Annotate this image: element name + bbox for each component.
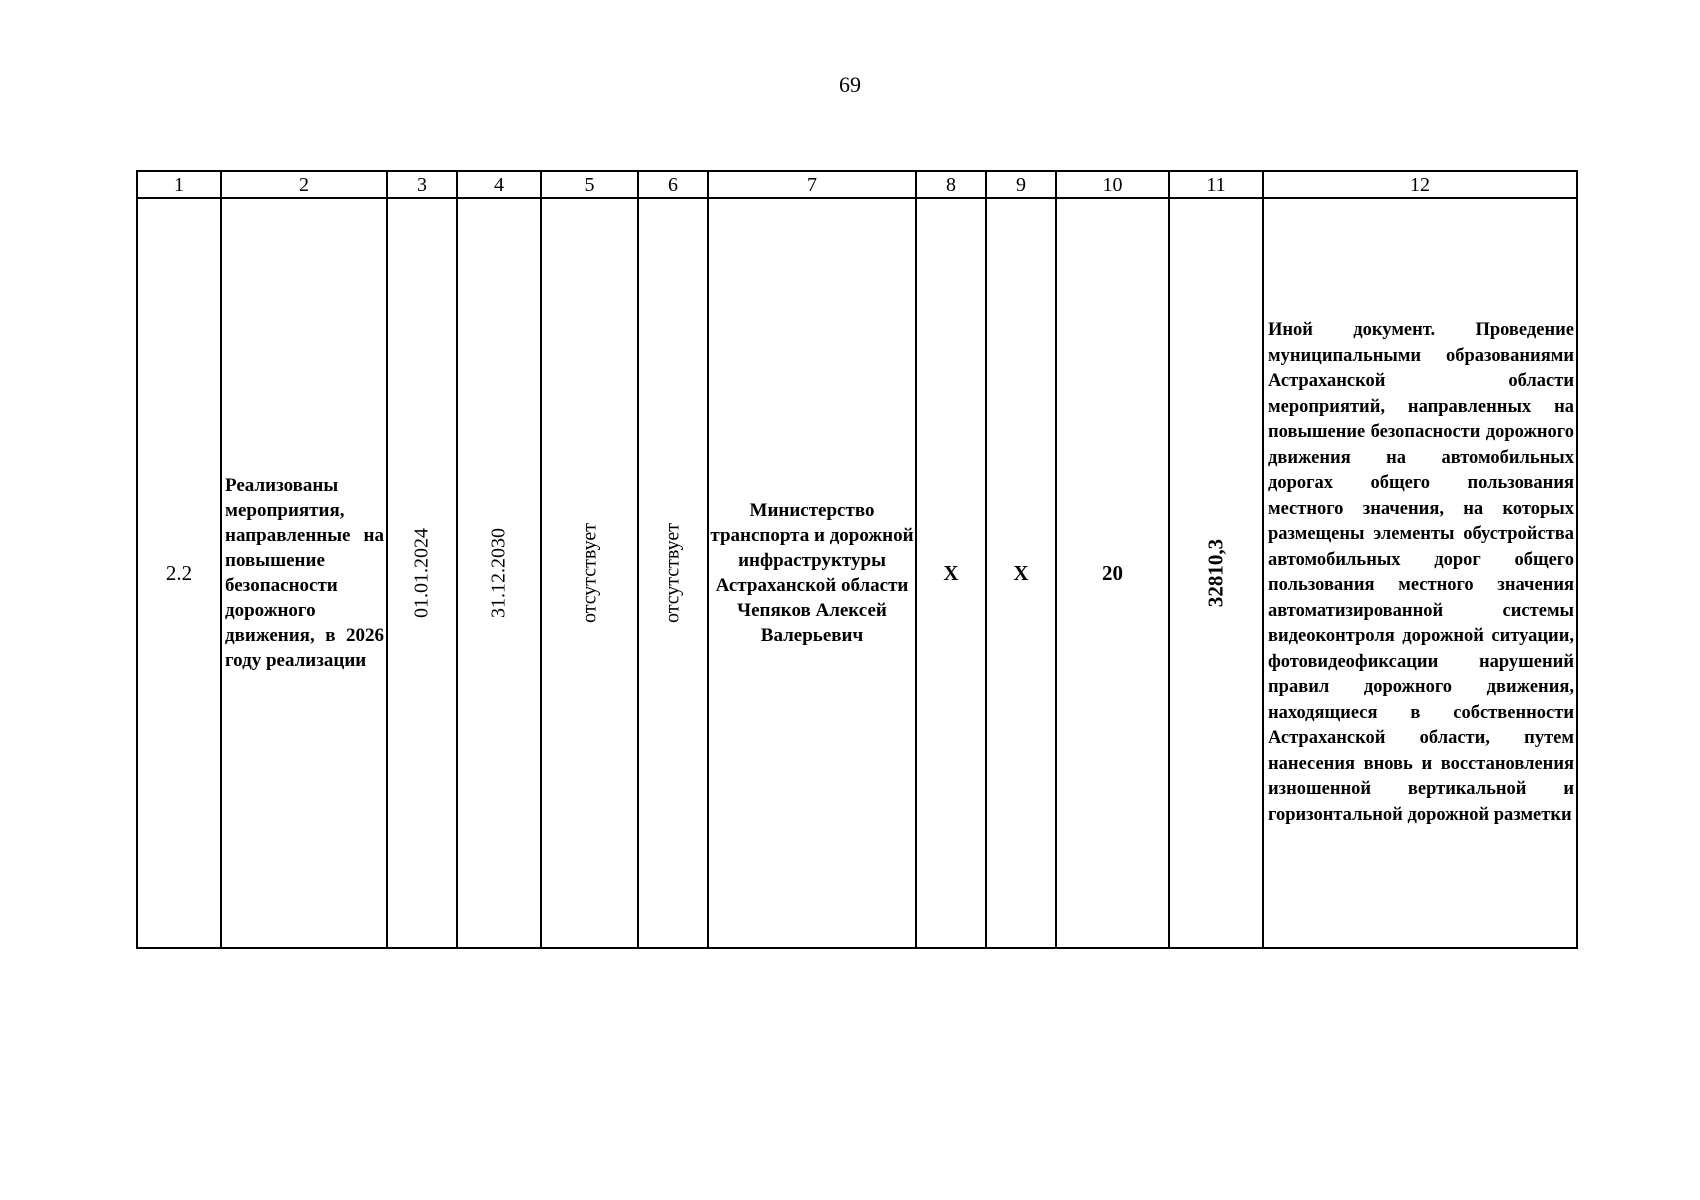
table-row (137, 198, 1577, 948)
header-col-9: 9 (986, 171, 1056, 198)
end-date: 31.12.2030 (487, 528, 510, 618)
responsible-text: Министерство транспорта и дорожной инфраструктуры Астраханской области Чепяков Алексей Валерьевич (710, 500, 914, 646)
start-date: 01.01.2024 (410, 528, 433, 618)
document-description: Иной документ. Проведение муниципальными образованиями Астраханской области мероприятий, направленных на повышение безопасности дорожного движения на автомобильных дорогах общего пользования местного значения, на которых размещены элементы обустройства автомобильных дорог общего пользования местного значения автоматизированной системы видеоконтроля дорожной ситуации, фотовидеофиксации нарушений правил дорожного движения, находящиеся в собственности Астраханской области, путем нанесения вновь и восстановления изношенной вертикальной и горизонтальной дорожной разметки (1268, 320, 1574, 825)
cell-column-10 (1056, 198, 1169, 948)
item-number: 2.2 (165, 560, 193, 585)
header-col-8: 8 (916, 171, 986, 198)
header-col-5: 5 (541, 171, 638, 198)
header-col-1: 1 (137, 171, 221, 198)
cell-column-6 (638, 198, 708, 948)
cell-responsible (708, 198, 916, 948)
header-col-6: 6 (638, 171, 708, 198)
header-col-11: 11 (1169, 171, 1263, 198)
header-col-12: 12 (1263, 171, 1577, 198)
header-col-4: 4 (457, 171, 541, 198)
header-col-10: 10 (1056, 171, 1169, 198)
document-table (136, 170, 1578, 949)
column-10-value: 20 (1102, 560, 1123, 585)
page-number: 69 (839, 72, 861, 97)
cell-end-date (457, 198, 541, 948)
header-row (137, 171, 1577, 198)
header-col-2: 2 (221, 171, 387, 198)
cell-column-8 (916, 198, 986, 948)
cell-document-description (1263, 198, 1577, 948)
cell-column-5 (541, 198, 638, 948)
cell-item-number (137, 198, 221, 948)
cell-result-description (221, 198, 387, 948)
header-col-7: 7 (708, 171, 916, 198)
column-9-value: X (1013, 560, 1029, 585)
cell-column-9 (986, 198, 1056, 948)
cell-start-date (387, 198, 457, 948)
cell-column-11 (1169, 198, 1263, 948)
result-description: Реализованы мероприятия, направленные на повышение безопасности дорожного движения, в 2026 году реализации (225, 475, 384, 671)
column-8-value: X (943, 560, 959, 585)
column-11-value: 32810,3 (1203, 538, 1228, 608)
column-5-value: отсутствует (578, 522, 600, 624)
header-col-3: 3 (387, 171, 457, 198)
column-6-value: отсутствует (661, 522, 684, 624)
